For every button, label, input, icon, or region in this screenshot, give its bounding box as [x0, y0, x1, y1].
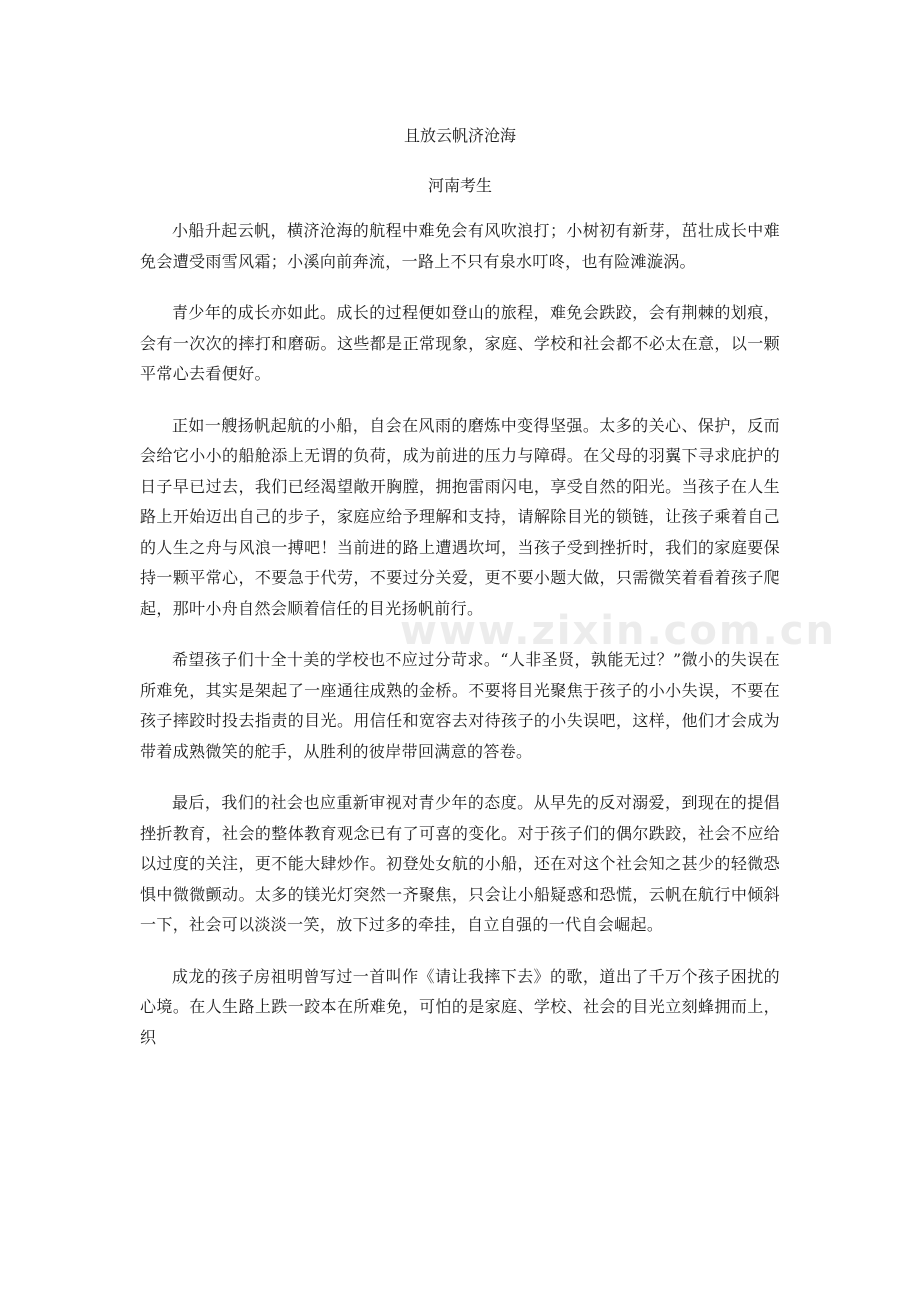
paragraph-3: 正如一艘扬帆起航的小船，自会在风雨的磨炼中变得坚强。太多的关心、保护，反而会给它小小的船舱添上无谓的负荷，成为前进的压力与障碍。在父母的羽翼下寻求庇护的日子早已过去，我们已经渴望敞开胸膛，拥抱雷雨闪电，享受自然的阳光。当孩子在人生路上开始迈出自己的步子，家庭应给予理解和支持，请解除目光的锁链，让孩子乘着自己的人生之舟与风浪一搏吧！当前进的路上遭遇坎坷，当孩子受到挫折时，我们的家庭要保持一颗平常心，不要急于代劳，不要过分关爱，更不要小题大做，只需微笑着看着孩子爬起，那叶小舟自然会顺着信任的目光扬帆前行。: [140, 415, 780, 618]
paragraph-4: 希望孩子们十全十美的学校也不应过分苛求。“人非圣贤，孰能无过？”微小的失误在所难免，其实是架起了一座通往成熟的金桥。不要将目光聚焦于孩子的小小失误，不要在孩子摔跤时投去指责的目光。用信任和宽容去对待孩子的小失误吧，这样，他们才会成为带着成熟微笑的舵手，从胜利的彼岸带回满意的答卷。: [140, 650, 780, 761]
document-author: 河南考生: [427, 176, 492, 195]
document-page: [140, 120, 780, 1074]
document-title: 且放云帆济沧海: [403, 126, 516, 145]
paragraph-5: 最后，我们的社会也应重新审视对青少年的态度。从早先的反对溺爱，到现在的提倡挫折教育，社会的整体教育观念已有了可喜的变化。对于孩子们的偶尔跌跤，社会不应给以过度的关注，更不能大肆炒作。初登处女航的小船，还在对这个社会知之甚少的轻微恐惧中微微颤动。太多的镁光灯突然一齐聚焦，只会让小船疑惑和恐慌，云帆在航行中倾斜一下，社会可以淡淡一笑，放下过多的牵挂，自立自强的一代自会崛起。: [140, 793, 780, 934]
paragraph-1: 小船升起云帆，横济沧海的航程中难免会有风吹浪打；小树初有新芽，茁壮成长中难免会遭受雨雪风霜；小溪向前奔流，一路上不只有泉水叮咚，也有险滩漩涡。: [140, 221, 780, 271]
paragraph-6: 成龙的孩子房祖明曾写过一首叫作《请让我摔下去》的歌，道出了千万个孩子困扰的心境。在人生路上跌一跤本在所难免，可怕的是家庭、学校、社会的目光立刻蜂拥而上，织: [140, 966, 780, 1047]
watermark: www.zixin.com.cn: [400, 608, 836, 654]
paragraph-2: 青少年的成长亦如此。成长的过程便如登山的旅程，难免会跌跤，会有荆棘的划痕，会有一次次的摔打和磨砺。这些都是正常现象，家庭、学校和社会都不必太在意，以一颗平常心去看便好。: [140, 303, 780, 383]
